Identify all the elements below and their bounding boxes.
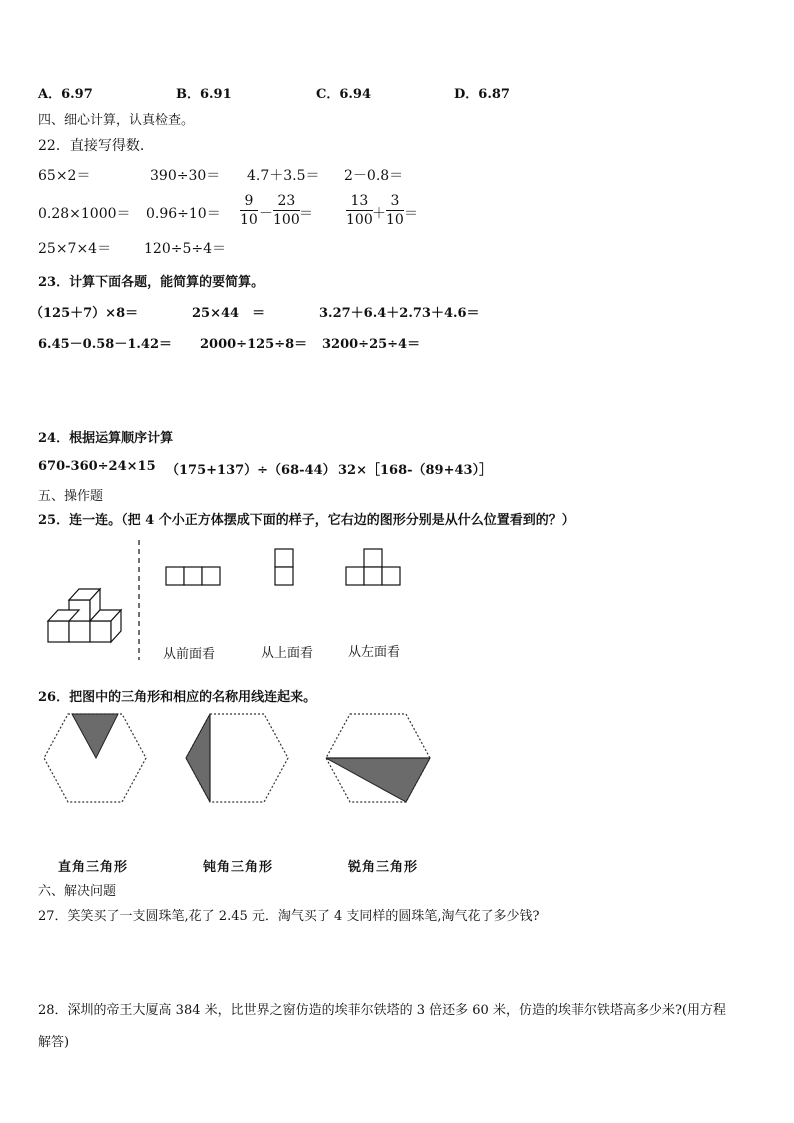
- q22-item: 390÷30＝: [150, 168, 221, 184]
- q24-item: 32×［168-（89+43）］: [338, 463, 493, 478]
- q24-title: 24．根据运算顺序计算: [38, 431, 174, 446]
- option-a: A．6.97: [38, 87, 93, 102]
- label-left-view: 从左面看: [348, 645, 401, 660]
- q23-item: 2000÷125÷8＝: [200, 337, 308, 352]
- q28-text-line1: 28．深圳的帝王大厦高 384 米，比世界之窗仿造的埃菲尔铁塔的 3 倍还多 60 米，仿造的埃菲尔铁塔高多少米?(用方程: [38, 1003, 727, 1018]
- fraction: 13 100: [346, 193, 373, 228]
- section4-heading: 四、细心计算，认真检查。: [38, 113, 195, 128]
- label-obtuse-triangle: 钝角三角形: [203, 860, 274, 875]
- option-b: B．6.91: [176, 87, 232, 102]
- option-d: D．6.87: [454, 87, 510, 102]
- hexagon-2: [186, 714, 288, 802]
- q23-title: 23．计算下面各题，能简算的要简算。: [38, 275, 265, 290]
- q23-item: 3200÷25÷4＝: [322, 337, 421, 352]
- q22-title: 22．直接写得数.: [38, 138, 145, 154]
- q22-item: 0.28×1000＝: [38, 206, 131, 222]
- q22-item: 4.7＋3.5＝: [247, 168, 320, 184]
- q26-title: 26．把图中的三角形和相应的名称用线连起来。: [38, 690, 317, 705]
- section5-heading: 五、操作题: [38, 489, 104, 504]
- label-top-view: 从上面看: [261, 646, 314, 661]
- option-c: C．6.94: [316, 87, 372, 102]
- q23-item: 6.45－0.58－1.42＝: [38, 337, 172, 352]
- q23-item: （125＋7）×8＝: [30, 306, 139, 321]
- q22-item: 2－0.8＝: [344, 168, 404, 184]
- equals-sign: ＝: [299, 206, 313, 222]
- fraction: 9 10: [240, 193, 258, 228]
- q22-item: 120÷5÷4＝: [144, 241, 226, 257]
- q23-item: 3.27＋6.4＋2.73＋4.6＝: [319, 306, 480, 321]
- hexagon-3: [326, 714, 430, 802]
- label-front-view: 从前面看: [163, 647, 216, 662]
- q25-title: 25．连一连。（把 4 个小正方体摆成下面的样子，它右边的图形分别是从什么位置看到的？）: [38, 513, 575, 528]
- q27-text: 27．笑笑买了一支圆珠笔,花了 2.45 元．淘气买了 4 支同样的圆珠笔,淘气花了多少钱?: [38, 909, 540, 924]
- q24-item: 670-360÷24×15: [38, 459, 156, 474]
- equals-sign: ＝: [404, 206, 418, 222]
- hexagon-1: [44, 714, 146, 802]
- fraction: 3 10: [386, 193, 404, 228]
- q23-item: 25×44 ＝: [192, 306, 266, 321]
- label-right-triangle: 直角三角形: [58, 860, 129, 875]
- q28-text-line2: 解答): [38, 1035, 70, 1050]
- fraction: 23 100: [273, 193, 300, 228]
- q22-item: 0.96÷10＝: [146, 206, 221, 222]
- plus-sign: ＋: [372, 206, 386, 222]
- minus-sign: －: [259, 206, 273, 222]
- label-acute-triangle: 锐角三角形: [348, 860, 419, 875]
- q22-item: 65×2＝: [38, 168, 91, 184]
- q22-item: 25×7×4＝: [38, 241, 112, 257]
- q24-item: （175+137）÷（68-44）: [166, 463, 336, 478]
- section6-heading: 六、解决问题: [38, 884, 117, 899]
